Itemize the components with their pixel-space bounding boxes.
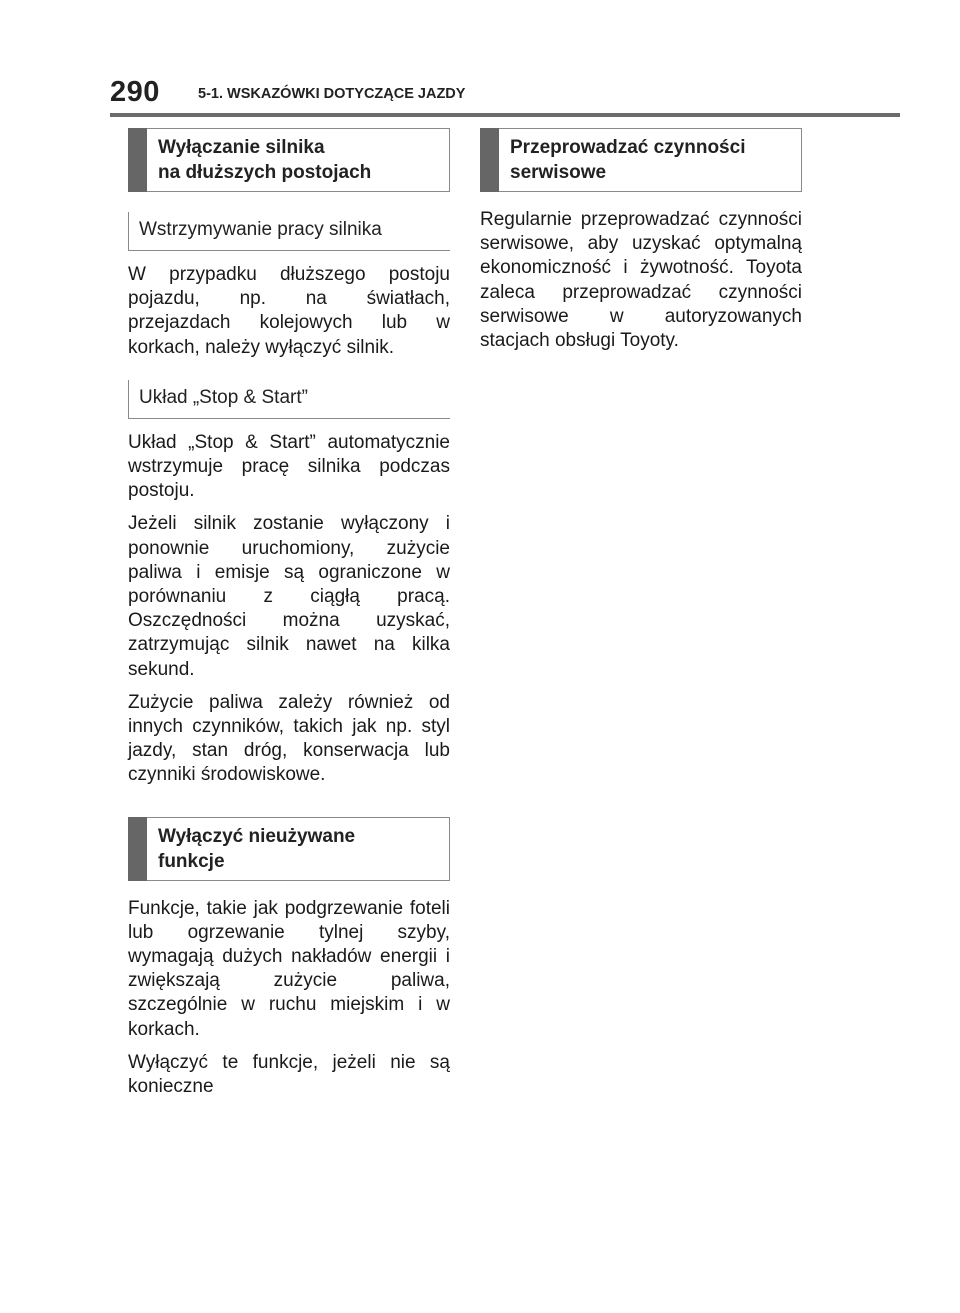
section-box-service bbox=[480, 128, 802, 192]
subheading-stop-engine: Wstrzymywanie pracy silnika bbox=[128, 212, 450, 251]
subheading-stop-start: Układ „Stop & Start” bbox=[128, 380, 450, 419]
right-column bbox=[480, 128, 802, 362]
paragraph: Regularnie przeprowadzać czynności serwisowe, aby uzyskać optymalną ekonomiczność i żywotność. Toyota zaleca przeprowadzać czynności serwisowe w autoryzowanych stacjach obsługi Toyoty. bbox=[480, 209, 802, 352]
section-title-service: Przeprowadzać czynności serwisowe bbox=[510, 137, 746, 183]
paragraph: Jeżeli silnik zostanie wyłączony i ponownie uruchomiony, zużycie paliwa i emisje są ograniczone w porównaniu z ciągłą pracą. Oszczędności można uzyskać, zatrzymując silnik nawet na kilka sekund. bbox=[128, 513, 450, 680]
section-box-unused-functions bbox=[128, 817, 450, 881]
paragraph: Funkcje, takie jak podgrzewanie foteli lub ogrzewanie tylnej szyby, wymagają dużych nakładów energii i zwiększają zużycie paliwa, szczególnie w ruchu miejskim i w korkach. bbox=[128, 897, 450, 1040]
paragraph: Wyłączyć te funkcje, jeżeli nie są konieczne bbox=[128, 1051, 450, 1098]
section-box-engine-off bbox=[128, 128, 450, 192]
left-column bbox=[128, 128, 450, 1108]
section-title-engine-off: Wyłączanie silnika na dłuższych postojach bbox=[158, 137, 372, 183]
paragraph: Układ „Stop & Start” automatycznie wstrzymuje pracę silnika podczas postoju. bbox=[128, 431, 450, 502]
header-rule bbox=[110, 113, 900, 117]
section-title-unused-functions: Wyłączyć nieużywane funkcje bbox=[158, 825, 356, 872]
paragraph: W przypadku dłuższego postoju pojazdu, np. na światłach, przejazdach kolejowych lub w korkach, należy wyłączyć silnik. bbox=[128, 264, 450, 358]
page-number: 290 bbox=[110, 76, 160, 108]
paragraph: Zużycie paliwa zależy również od innych czynników, takich jak np. styl jazdy, stan dróg, konserwacja lub czynniki środowiskowe. bbox=[128, 691, 450, 786]
chapter-title: 5-1. WSKAZÓWKI DOTYCZĄCE JAZDY bbox=[198, 86, 466, 102]
